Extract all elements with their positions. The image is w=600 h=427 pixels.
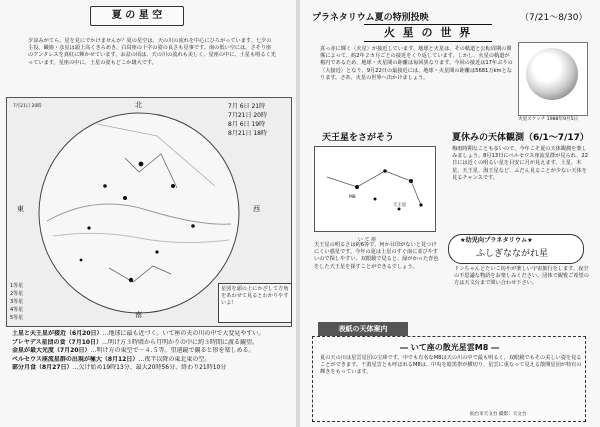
kids-text: ドンちゃんとたいこ坊やが楽しい宇宙旅行をします。夜空の不思議な物語をお楽しみください。団体で観覧ご希望の方は天文台まで問い合わせ下さい。 — [454, 266, 589, 287]
cover-title: ― いて座の散光星雲M8 ― — [400, 343, 500, 352]
page-title: 夏 の 星 空 — [90, 6, 184, 26]
legend-item: 5等星 — [10, 315, 24, 321]
chart-date: 7月21日 20時 — [13, 104, 42, 109]
legend-item: 1等星 — [10, 283, 24, 289]
viewing-schedule — [228, 102, 290, 138]
special-program-header: プラネタリウム夏の特別投映 — [312, 13, 429, 23]
right-page — [300, 0, 600, 427]
mars-text: 真っ赤に輝く〈火星〉が接近しています。地球と火星は、その軌道と公転周期の関係によって、約2年２カ月ごとの接近をくり返しています。しかし、火星の軌道が楕円であるため、地球・火星間の距離は毎回異なります。今回の接近は17年ぶりの〈大接近〉となり、9月22日の最接近には、地球・火星間の距離は5681万kmとなります。さあ、火星の世界へ出かけましょう。 — [320, 46, 513, 81]
schedule-item: 7月21日 20時 — [228, 112, 267, 119]
cover-text: 夏の天の川は星雲星団の宝庫です。中でも有名なM8は天の川の中で最も明るく、双眼鏡でもその美しい姿を見ることができます。干潟星雲とも呼ばれるM8は、中央を暗黒帯が横切り、星雲に重なって見える散開星団が特有の輝きをもっています。 — [320, 355, 582, 376]
uranus-title: 天王星をさがそう — [322, 133, 395, 143]
event-item: 土星と天王星が接近（6月20日）…地球に最も近づく。いて座の天の川の中で大変見やすい。 — [12, 330, 265, 337]
credit: 仙台市天文台 撮影：天文台 — [470, 412, 527, 417]
intro-text: 夕涼みがてら、星を見にでかけませんか？夏の星空は、天の川の流れを中心にひろがっています。七夕の主役、織姫・彦星は頭上高くきらめき、白鳥座の十字の姿の良さも見事です。南の低い空には、さそり座のアンタレスを真紅に輝かせています。お盆の頃は、天の川の流れも美しく、星座の中に、土星も明るく光っています。星座の中に、土星の姿もどこか雄大です。 — [28, 38, 276, 66]
m8-label: M8 — [349, 195, 356, 200]
mars-caption: 火星スケッチ 1988年9月5日 — [518, 117, 579, 122]
mars-image — [526, 48, 578, 100]
chart-caption: 星図を頭の上にかざして方角をあわせて見るとわかりやすいよ！ — [218, 283, 292, 323]
uranus-map-svg — [315, 147, 435, 231]
event-item: 部分月食（8月27日）…欠け始め19時13分、最大20時56分、終わり21時10分 — [12, 364, 227, 372]
schedule-item: 8月 6日 19時 — [228, 121, 266, 128]
legend-item: 3等星 — [10, 299, 24, 305]
mars-banner: 火 星 の 世 界 — [364, 24, 492, 42]
south-label: 南 — [135, 311, 142, 319]
summer-title: 夏休みの天体観測（6/1～7/17） — [452, 133, 589, 143]
events-list — [12, 330, 292, 373]
kids-title: ふしぎなながれ星 — [476, 249, 549, 259]
west-label: 西 — [253, 205, 260, 213]
event-item: 金星が最大光度（7月20日）…明け方の東空で－４.５等。望遠鏡で観ると形を楽しめる。 — [12, 347, 255, 355]
east-label: 東 — [17, 205, 24, 213]
magnitude-legend — [10, 282, 70, 322]
legend-item: 4等星 — [10, 307, 24, 313]
uranus-label: 天王星 — [393, 203, 407, 208]
schedule-item: 7月 6日 21時 — [228, 103, 266, 110]
schedule-item: 8月21日 18時 — [228, 130, 267, 137]
legend-item: 2等星 — [10, 291, 24, 297]
event-item: プレヤデス星団の食（7月10日）…明け方３時頃から月明かりの中に約３時間に渡る観望。 — [12, 338, 259, 346]
event-item: ペルセウス座流星群の出現が極大（8月12日）…夜半以降の東北東の空。 — [12, 355, 211, 363]
summer-text: 梅雨時期なことも多いので、今年こそ夏の天体観測を楽しみましょう。8月13日にペルセウス座流星群が見られ、22日には近くの明るい星を目安に月が見えます。土星、木星、天王星、海王星など、ふだん見ることが少ない天体を見るチャンスです。 — [452, 146, 588, 181]
cover-tab: 表紙の天体案内 — [318, 322, 408, 336]
left-page — [0, 0, 296, 427]
uranus-text: 天王星の明るさは約6等で、何か目印がないと見つけにくい惑星です。今年の夏は土星のすぐ南に並びやすいので探しやすい。双眼鏡で見ると、緑がかった青色をした天王星を探すことができるでしょう。 — [314, 242, 439, 270]
special-program-dates: （7/21～8/30） — [520, 13, 588, 23]
uranus-map-caption: い て 座 — [358, 237, 377, 243]
north-label: 北 — [135, 101, 142, 109]
kids-subtitle: ★幼児向プラネタリウム★ — [460, 237, 533, 244]
uranus-map — [314, 146, 436, 232]
